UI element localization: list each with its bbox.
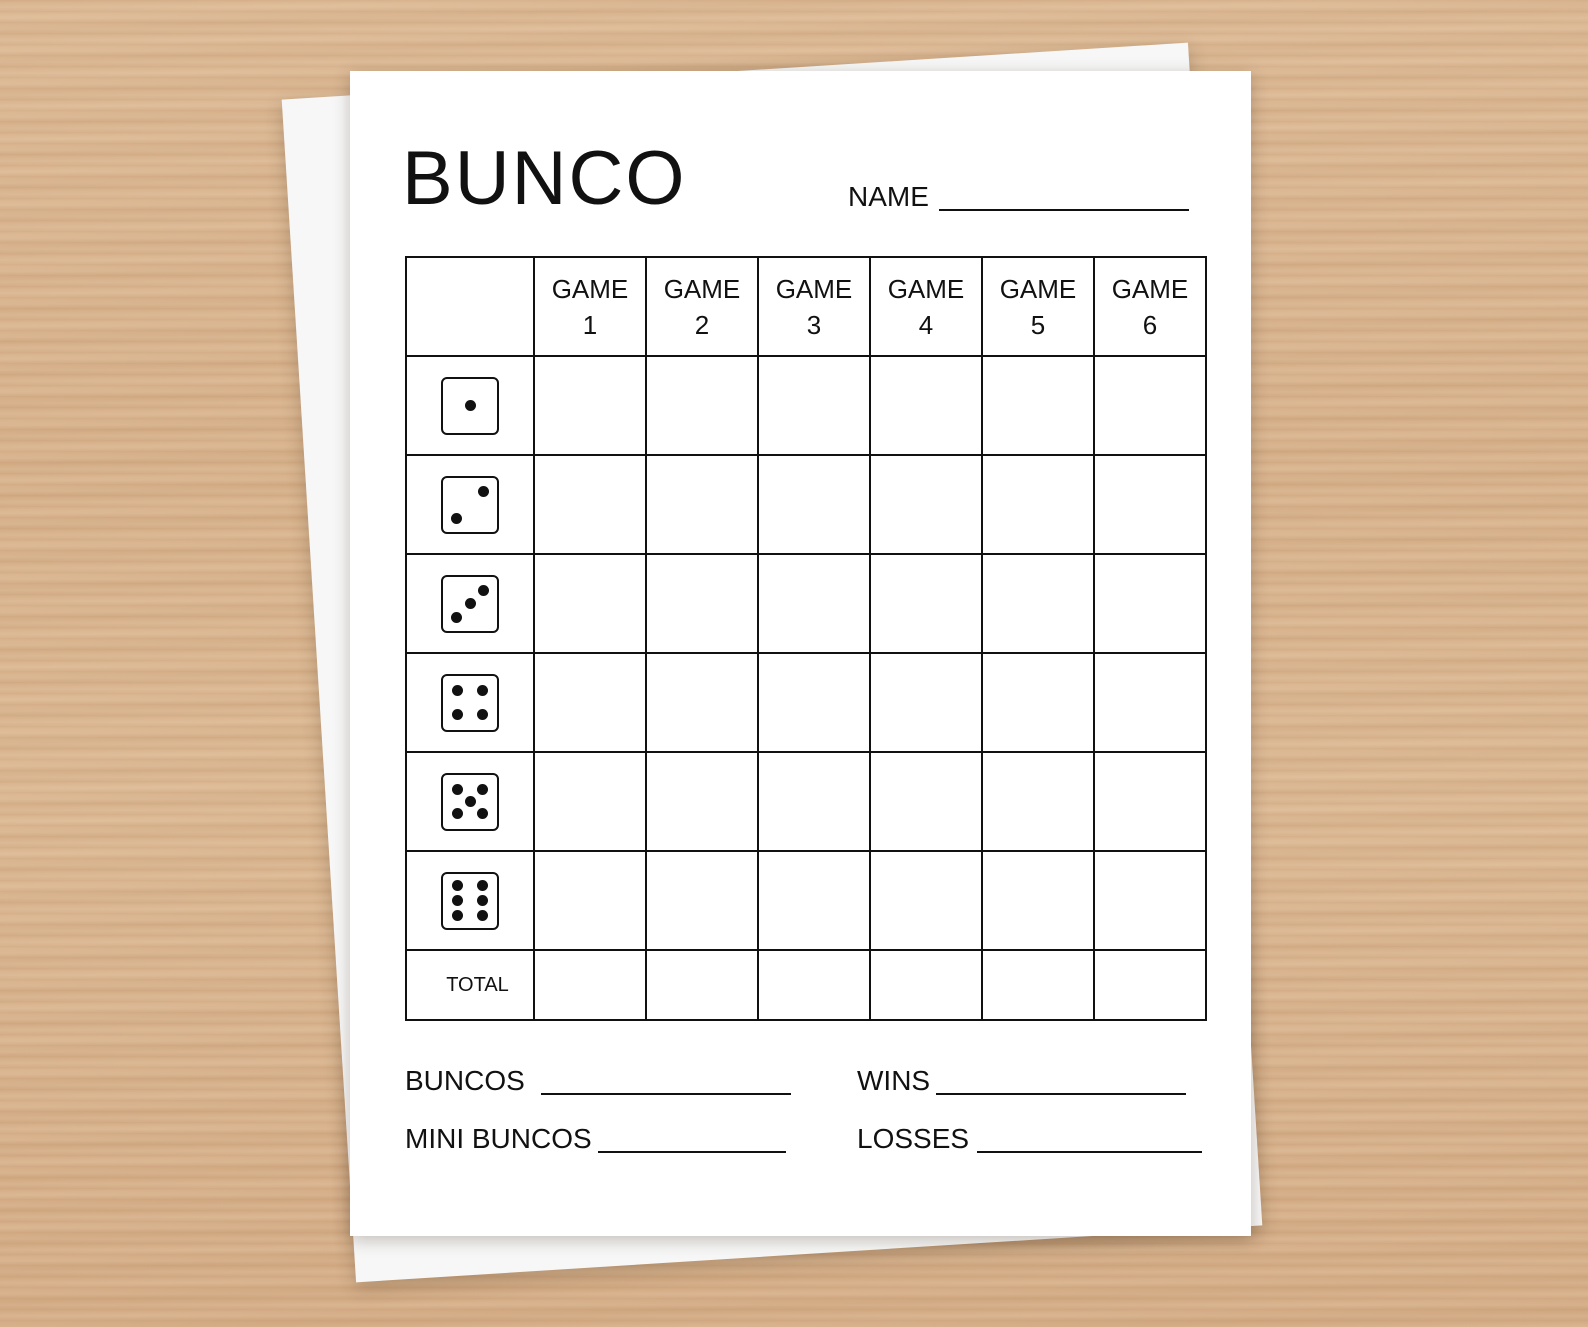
die-six-icon	[441, 872, 499, 930]
game-header	[646, 257, 758, 356]
score-cell[interactable]	[758, 356, 870, 455]
losses-label: LOSSES	[857, 1123, 970, 1154]
pip-dot	[451, 513, 462, 524]
game-header-number: 4	[918, 309, 934, 340]
die-cell	[406, 554, 534, 653]
mini-buncos-field[interactable]	[405, 1125, 786, 1153]
score-cell[interactable]	[870, 356, 982, 455]
pip-dot	[452, 895, 463, 906]
buncos-label: BUNCOS	[405, 1065, 525, 1096]
game-header-label: GAME	[1111, 273, 1189, 304]
die-cell	[406, 752, 534, 851]
score-cell[interactable]	[534, 653, 646, 752]
name-field[interactable]	[848, 183, 1189, 211]
die-cell	[406, 455, 534, 554]
dice-row	[406, 752, 1206, 851]
game-header-label: GAME	[999, 273, 1077, 304]
score-cell[interactable]	[982, 356, 1094, 455]
game-header	[534, 257, 646, 356]
score-sheet	[350, 71, 1251, 1236]
game-header-number: 3	[806, 309, 822, 340]
die-one-icon	[441, 377, 499, 435]
pip-dot	[477, 685, 488, 696]
game-header-number: 1	[582, 309, 598, 340]
total-cell[interactable]	[1094, 950, 1206, 1020]
pip-dot	[465, 598, 476, 609]
buncos-line[interactable]	[541, 1069, 791, 1095]
game-header	[758, 257, 870, 356]
pip-dot	[477, 910, 488, 921]
die-four-icon	[441, 674, 499, 732]
score-cell[interactable]	[870, 653, 982, 752]
dice-row	[406, 653, 1206, 752]
die-cell	[406, 356, 534, 455]
die-cell	[406, 653, 534, 752]
pip-dot	[465, 400, 476, 411]
total-label: TOTAL	[406, 950, 534, 1020]
buncos-field[interactable]	[405, 1067, 791, 1095]
pip-dot	[452, 709, 463, 720]
score-cell[interactable]	[982, 455, 1094, 554]
score-cell[interactable]	[1094, 356, 1206, 455]
pip-dot	[451, 612, 462, 623]
score-cell[interactable]	[1094, 851, 1206, 950]
game-header-number: 2	[694, 309, 710, 340]
score-cell[interactable]	[534, 554, 646, 653]
corner-cell	[406, 257, 534, 356]
dice-row	[406, 851, 1206, 950]
die-two-icon	[441, 476, 499, 534]
pip-dot	[477, 709, 488, 720]
pip-dot	[477, 808, 488, 819]
pip-dot	[452, 784, 463, 795]
game-header-label: GAME	[887, 273, 965, 304]
score-cell[interactable]	[758, 554, 870, 653]
die-five-icon	[441, 773, 499, 831]
page-title: BUNCO	[402, 136, 687, 221]
mini-buncos-label: MINI BUNCOS	[405, 1123, 592, 1154]
score-cell[interactable]	[758, 851, 870, 950]
score-table	[405, 256, 1207, 1021]
game-header-label: GAME	[663, 273, 741, 304]
score-cell[interactable]	[646, 356, 758, 455]
header-row	[406, 257, 1206, 356]
score-cell[interactable]	[534, 356, 646, 455]
pip-dot	[478, 585, 489, 596]
die-cell	[406, 851, 534, 950]
dice-row	[406, 455, 1206, 554]
die-three-icon	[441, 575, 499, 633]
pip-dot	[477, 784, 488, 795]
name-label: NAME	[848, 181, 929, 212]
pip-dot	[452, 808, 463, 819]
pip-dot	[452, 685, 463, 696]
wins-field[interactable]	[857, 1067, 1186, 1095]
score-cell[interactable]	[870, 554, 982, 653]
score-cell[interactable]	[1094, 455, 1206, 554]
score-cell[interactable]	[646, 455, 758, 554]
total-cell[interactable]	[534, 950, 646, 1020]
score-cell[interactable]	[534, 851, 646, 950]
dice-row	[406, 554, 1206, 653]
game-header-number: 6	[1142, 309, 1158, 340]
score-cell[interactable]	[758, 653, 870, 752]
score-cell[interactable]	[870, 752, 982, 851]
game-header-number: 5	[1030, 309, 1046, 340]
score-cell[interactable]	[646, 653, 758, 752]
game-header	[982, 257, 1094, 356]
total-cell[interactable]	[646, 950, 758, 1020]
score-cell[interactable]	[758, 752, 870, 851]
losses-line[interactable]	[977, 1127, 1202, 1153]
wins-line[interactable]	[936, 1069, 1186, 1095]
score-cell[interactable]	[1094, 752, 1206, 851]
score-cell[interactable]	[1094, 653, 1206, 752]
score-cell[interactable]	[646, 851, 758, 950]
score-cell[interactable]	[870, 851, 982, 950]
total-cell[interactable]	[758, 950, 870, 1020]
game-header-label: GAME	[551, 273, 629, 304]
score-cell[interactable]	[982, 752, 1094, 851]
score-cell[interactable]	[1094, 554, 1206, 653]
game-header	[870, 257, 982, 356]
name-line[interactable]	[939, 185, 1189, 211]
score-cell[interactable]	[758, 455, 870, 554]
total-cell[interactable]	[982, 950, 1094, 1020]
score-cell[interactable]	[534, 752, 646, 851]
score-cell[interactable]	[982, 851, 1094, 950]
dice-row	[406, 356, 1206, 455]
pip-dot	[452, 880, 463, 891]
pip-dot	[465, 796, 476, 807]
score-cell[interactable]	[870, 455, 982, 554]
score-cell[interactable]	[982, 554, 1094, 653]
pip-dot	[478, 486, 489, 497]
losses-field[interactable]	[857, 1125, 1202, 1153]
score-cell[interactable]	[982, 653, 1094, 752]
total-cell[interactable]	[870, 950, 982, 1020]
wins-label: WINS	[857, 1065, 931, 1096]
game-header-label: GAME	[775, 273, 853, 304]
score-cell[interactable]	[646, 554, 758, 653]
score-cell[interactable]	[646, 752, 758, 851]
game-header	[1094, 257, 1206, 356]
pip-dot	[477, 880, 488, 891]
score-cell[interactable]	[534, 455, 646, 554]
pip-dot	[477, 895, 488, 906]
mini-buncos-line[interactable]	[598, 1127, 786, 1153]
pip-dot	[452, 910, 463, 921]
total-row	[406, 950, 1206, 1020]
